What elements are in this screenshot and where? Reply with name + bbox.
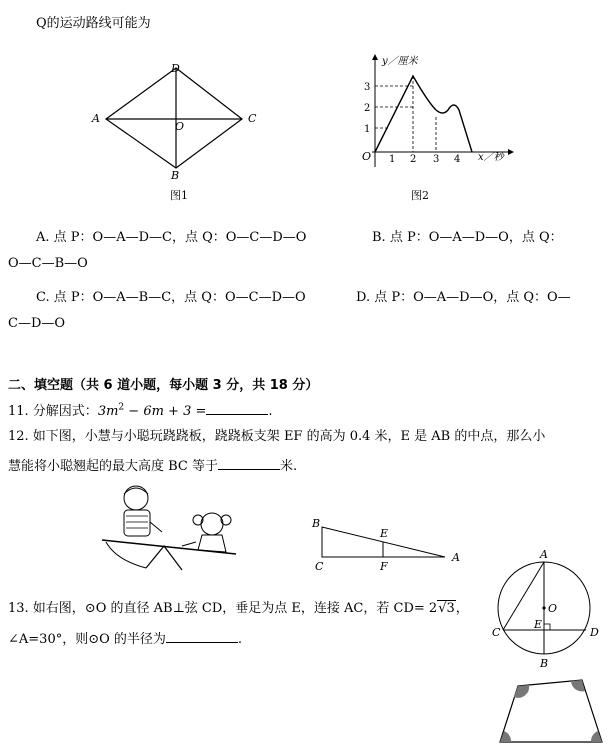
q12-answer-blank	[218, 457, 280, 470]
q11-prefix: 11. 分解因式：	[8, 404, 98, 419]
figure1-rhombus	[90, 58, 290, 198]
seesaw-cartoon	[96, 482, 256, 577]
tri-label-c: C	[315, 560, 324, 573]
option-a: A. 点 P：O—A—D—C，点 Q：O—C—D—O	[36, 230, 307, 245]
circ-label-c: C	[492, 626, 501, 639]
fig2-x-tick-1: 1	[389, 154, 396, 165]
fig2-y-tick-1: 1	[364, 124, 371, 135]
tri-label-a: A	[452, 551, 460, 564]
question-13-line1	[8, 597, 469, 616]
tri-label-b: B	[312, 517, 321, 530]
q11-expr-b: − 6m + 3 =	[124, 404, 207, 419]
tri-label-e: E	[380, 527, 389, 540]
circ-label-b: B	[540, 657, 549, 670]
q13-line2a: ∠A=30°，则⊙O 的半径为	[8, 632, 166, 647]
fig2-x-tick-4: 4	[454, 154, 461, 165]
fig2-origin: O	[362, 150, 372, 163]
q11-answer-blank	[206, 402, 268, 415]
fig1-label-a: A	[92, 112, 100, 125]
intro-line: Q的运动路线可能为	[36, 16, 151, 31]
figure2-caption: 图2	[411, 189, 429, 202]
circle-diagram	[492, 548, 602, 668]
question-13-line2	[8, 628, 242, 647]
option-b-line2: O—C—B—O	[8, 256, 88, 271]
q12-line2a: 慧能将小聪翘起的最大高度 BC 等于	[8, 459, 219, 474]
fig1-label-o: O	[175, 120, 185, 133]
option-d-line1: D. 点 P：O—A—D—O，点 Q：O—	[356, 290, 571, 305]
q13-line1b: ，	[455, 601, 469, 616]
fig2-x-label: x／秒	[478, 152, 504, 163]
figure1-caption: 图1	[170, 189, 188, 202]
q13-answer-blank	[166, 630, 238, 643]
circ-label-o: O	[548, 602, 558, 615]
circ-label-d: D	[590, 626, 599, 639]
question-11: 11. 分解因式：$3m^2 - 6m + 3$ = .	[8, 402, 273, 419]
q13-line1a: 13. 如右图，⊙O 的直径 AB⊥弦 CD，垂足为点 E，连接 AC，若 CD= 2	[8, 601, 438, 616]
fig2-y-label: y／厘米	[382, 56, 418, 67]
fig1-label-c: C	[248, 112, 257, 125]
fig2-x-tick-3: 3	[433, 154, 440, 165]
option-c: C. 点 P：O—A—B—C，点 Q：O—C—D—O	[36, 290, 306, 305]
fig2-x-tick-2: 2	[410, 154, 417, 165]
section-heading: 二、填空题（共 6 道小题，每小题 3 分，共 18 分）	[8, 378, 319, 393]
q11-expr-a: 3m	[97, 404, 119, 419]
q11-sup: 2	[118, 402, 125, 413]
fig2-y-tick-2: 2	[364, 103, 371, 114]
option-d-line2: C—D—O	[8, 316, 66, 331]
fig1-label-d: D	[171, 62, 180, 75]
figure2-curve	[375, 76, 472, 152]
option-b-line1: B. 点 P：O—A—D—O，点 Q：	[372, 230, 563, 245]
fig1-label-b: B	[171, 169, 180, 182]
fig2-y-tick-3: 3	[364, 82, 371, 93]
q13-sqrt: √3	[438, 601, 455, 616]
q13-line2b: .	[237, 632, 243, 647]
circ-label-a: A	[540, 548, 548, 561]
q12-line2b: 米.	[280, 459, 298, 474]
question-12-line1: 12. 如下图，小慧与小聪玩跷跷板，跷跷板支架 EF 的高为 0.4 米，E 是 AB 的中点，那么小	[8, 429, 546, 444]
question-12-line2	[8, 455, 297, 474]
circ-label-e: E	[534, 618, 543, 631]
tri-label-f: F	[380, 560, 388, 573]
figure2-graph	[350, 52, 520, 192]
pentagon-sectors	[496, 676, 606, 746]
seesaw-triangle	[310, 515, 460, 575]
